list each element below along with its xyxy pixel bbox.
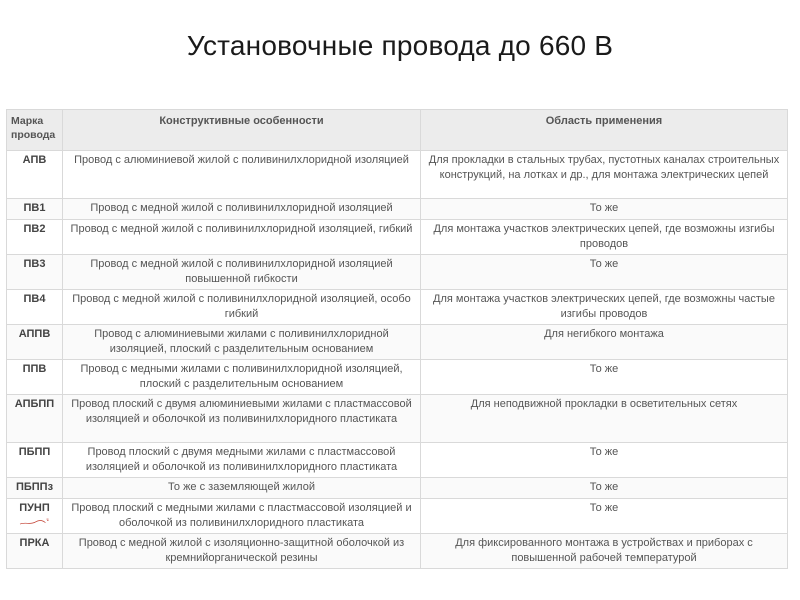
wire-application-cell: Для монтажа участков электрических цепей, где возможны изгибы проводов — [421, 220, 788, 255]
wire-mark: АППВ — [18, 328, 51, 340]
wire-application-cell: Для неподвижной прокладки в осветительных сетях — [421, 395, 788, 443]
wire-mark-cell — [7, 290, 63, 325]
wire-mark-cell — [7, 478, 63, 499]
wire-mark-cell — [7, 499, 63, 534]
wire-mark-cell — [7, 443, 63, 478]
table-row — [7, 151, 788, 199]
wire-mark: ППВ — [22, 363, 47, 375]
header-application: Область применения — [421, 110, 788, 151]
table-body — [7, 151, 788, 569]
wire-application-cell: То же — [421, 360, 788, 395]
wire-application-cell: То же — [421, 199, 788, 220]
table-row — [7, 499, 788, 534]
table-row — [7, 360, 788, 395]
wire-mark-cell — [7, 360, 63, 395]
wire-mark: ПВ4 — [23, 293, 46, 305]
wire-mark: ПБПП — [18, 446, 51, 458]
wire-mark: ПВ2 — [23, 223, 46, 235]
wire-design-cell: Провод с медной жилой с поливинилхлоридной изоляцией, особо гибкий — [63, 290, 421, 325]
wire-mark: ПРКА — [19, 537, 50, 549]
wire-design-cell: То же с заземляющей жилой — [63, 478, 421, 499]
wire-mark-cell — [7, 199, 63, 220]
wire-application-cell: То же — [421, 478, 788, 499]
wire-mark-cell — [7, 325, 63, 360]
wire-mark: ПБППз — [15, 481, 54, 493]
wire-mark: ПВ1 — [23, 202, 46, 214]
wire-mark-cell — [7, 395, 63, 443]
wire-mark: ПУНП — [19, 502, 50, 514]
table-row — [7, 199, 788, 220]
wire-design-cell: Провод с алюминиевой жилой с поливинилхлоридной изоляцией — [63, 151, 421, 199]
header-design: Конструктивные особенности — [63, 110, 421, 151]
wire-mark-cell — [7, 255, 63, 290]
wires-table-container — [6, 109, 787, 569]
wire-design-cell: Провод плоский с медными жилами с пластмассовой изоляцией и оболочкой из поливинилхлоридного пластиката — [63, 499, 421, 534]
wire-design-cell: Провод плоский с двумя алюминиевыми жилами с пластмассовой изоляцией и оболочкой из поливинилхлоридного пластиката — [63, 395, 421, 443]
wire-design-cell: Провод с алюминиевыми жилами с поливинилхлоридной изоляцией, плоский с разделительным основанием — [63, 325, 421, 360]
table-row — [7, 220, 788, 255]
wire-mark-cell — [7, 151, 63, 199]
table-row — [7, 290, 788, 325]
wire-application-cell: Для фиксированного монтажа в устройствах и приборах с повышенной рабочей температурой — [421, 534, 788, 569]
table-row — [7, 325, 788, 360]
table-row — [7, 395, 788, 443]
wire-application-cell: Для прокладки в стальных трубах, пустотных каналах строительных конструкций, на лотках и др., для монтажа электрических цепей — [421, 151, 788, 199]
wire-design-cell: Провод с медной жилой с поливинилхлоридной изоляцией — [63, 199, 421, 220]
table-row — [7, 255, 788, 290]
wire-application-cell: То же — [421, 443, 788, 478]
wire-application-cell: То же — [421, 499, 788, 534]
wire-application-cell: Для монтажа участков электрических цепей, где возможны частые изгибы проводов — [421, 290, 788, 325]
wire-design-cell: Провод с медной жилой с поливинилхлоридной изоляцией повышенной гибкости — [63, 255, 421, 290]
wire-application-cell: То же — [421, 255, 788, 290]
wires-table — [6, 109, 788, 569]
header-mark: Марка провода — [7, 110, 63, 151]
wire-mark-cell — [7, 534, 63, 569]
strikethrough-scribble-icon — [19, 517, 50, 526]
wire-design-cell: Провод с медной жилой с поливинилхлоридной изоляцией, гибкий — [63, 220, 421, 255]
wire-application-cell: Для негибкого монтажа — [421, 325, 788, 360]
wire-design-cell: Провод с медной жилой с изоляционно-защитной оболочкой из кремнийорганической резины — [63, 534, 421, 569]
table-row — [7, 534, 788, 569]
wire-mark: АПВ — [22, 154, 47, 166]
table-row — [7, 443, 788, 478]
wire-mark-cell — [7, 220, 63, 255]
wire-mark: АПБПП — [14, 398, 55, 410]
slide-title: Установочные провода до 660 В — [186, 30, 614, 61]
table-row — [7, 478, 788, 499]
table-header-row — [7, 110, 788, 151]
wire-design-cell: Провод с медными жилами с поливинилхлоридной изоляцией, плоский с разделительным основанием — [63, 360, 421, 395]
wire-mark: ПВ3 — [23, 258, 46, 270]
wire-design-cell: Провод плоский с двумя медными жилами с пластмассовой изоляцией и оболочкой из поливинилхлоридного пластиката — [63, 443, 421, 478]
